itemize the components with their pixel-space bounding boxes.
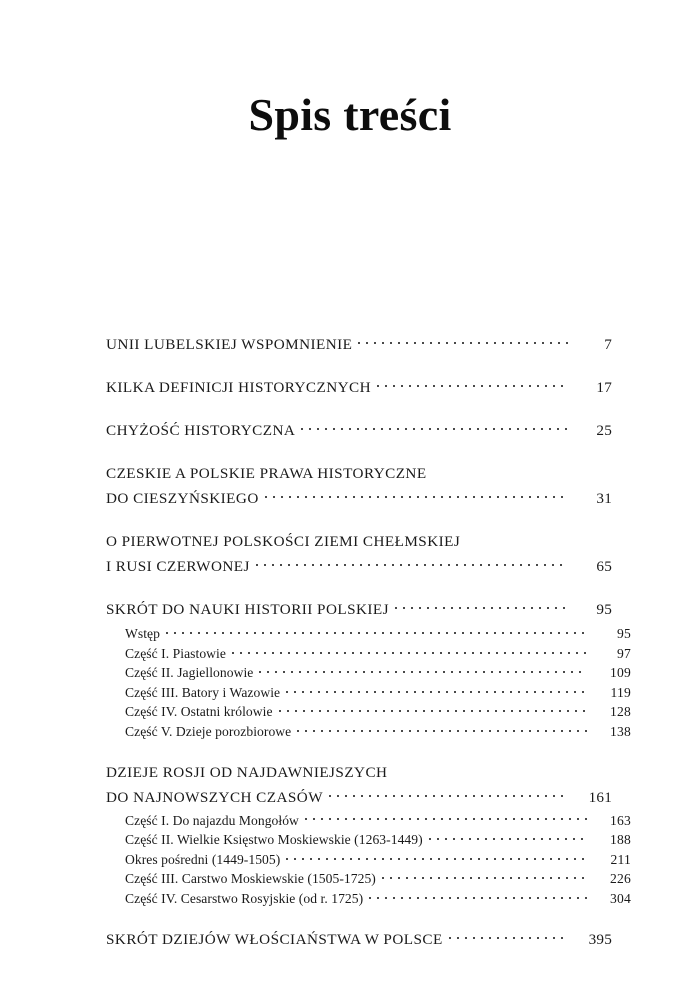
toc-entry-line (106, 461, 612, 486)
dot-leader (256, 556, 568, 571)
toc-subentry[interactable] (106, 811, 631, 831)
toc-subentry-label: Część III. Carstwo Moskiewskie (1505-1725) (125, 871, 376, 887)
toc-entry-line (106, 332, 612, 357)
toc-subentry-page: 128 (610, 704, 631, 720)
dot-leader (377, 377, 568, 392)
toc-entry[interactable] (106, 461, 612, 511)
dot-leader (297, 722, 587, 736)
toc-subentry-label: Wstęp (125, 626, 160, 641)
toc-subentry-label: Część V. Dzieje porozbiorowe (125, 723, 292, 739)
toc-subentry-label: Część I. Piastowie (125, 645, 226, 661)
dot-leader (329, 786, 568, 801)
toc-entry-label: DO CIESZYŃSKIEGO (106, 490, 259, 507)
toc-entry-label: DZIEJE ROSJI OD NAJDAWNIEJSZYCH (106, 763, 388, 781)
toc-entry-page: 161 (588, 788, 612, 806)
dot-leader (449, 928, 568, 943)
toc-entry-label: DO NAJNOWSZYCH CZASÓW (106, 788, 324, 806)
toc-entry-line (106, 597, 612, 622)
toc-entry-page: 65 (596, 558, 612, 575)
toc-entry-page: 25 (596, 422, 612, 439)
toc-entry[interactable] (106, 927, 612, 952)
toc-entry-line (106, 760, 612, 785)
toc-subentry-label: Okres pośredni (1449-1505) (125, 851, 281, 867)
toc-subentry-page: 109 (610, 665, 631, 681)
toc-entry-label: SKRÓT DO NAUKI HISTORII POLSKIEJ (106, 601, 390, 618)
toc-entry[interactable] (106, 332, 612, 357)
dot-leader (369, 889, 587, 903)
dot-leader (358, 334, 568, 349)
toc-subentry-group (106, 624, 631, 742)
toc-entry[interactable] (106, 418, 612, 443)
toc-subentry-label: Część II. Wielkie Księstwo Moskiewskie (1263-1449) (125, 832, 423, 848)
toc-entry-page: 95 (596, 601, 612, 618)
dot-leader (232, 644, 587, 658)
dot-leader (305, 811, 587, 825)
toc-entry-label: KILKA DEFINICJI HISTORYCZNYCH (106, 379, 372, 396)
toc-subentry[interactable] (106, 722, 631, 742)
toc-entry-line (106, 927, 612, 952)
toc-entry-line (106, 785, 612, 810)
toc-subentry-label: Część III. Batory i Wazowie (125, 684, 281, 700)
toc-entry-page: 31 (596, 490, 612, 507)
toc-subentry-label: Część IV. Ostatni królowie (125, 704, 273, 720)
toc-subentry-page: 211 (610, 851, 631, 867)
dot-leader (279, 703, 587, 717)
dot-leader (259, 664, 587, 678)
toc-subentry-group (106, 811, 631, 909)
toc-entry-line (106, 554, 612, 579)
toc-entry-page: 17 (596, 379, 612, 396)
toc-subentry-label: Część I. Do najazdu Mongołów (125, 812, 299, 828)
toc-subentry[interactable] (106, 889, 631, 909)
dot-leader (286, 850, 587, 864)
toc-entry-page: 7 (604, 336, 612, 353)
dot-leader (265, 488, 568, 503)
toc-subentry-page: 97 (617, 645, 631, 661)
toc-entry-line (106, 375, 612, 400)
toc-entry-label: CHYŻOŚĆ HISTORYCZNA (106, 422, 296, 439)
page-title: Spis treści (248, 89, 452, 140)
toc-subentry[interactable] (106, 869, 631, 889)
toc-entry[interactable] (106, 760, 612, 810)
toc-subentry-page: 188 (610, 832, 631, 848)
toc-subentry-page: 95 (617, 626, 631, 641)
toc-subentry[interactable] (106, 663, 631, 683)
dot-leader (166, 624, 587, 638)
toc-subentry[interactable] (106, 644, 631, 664)
toc-subentry-page: 304 (610, 890, 631, 906)
table-of-contents (106, 332, 631, 970)
toc-subentry[interactable] (106, 683, 631, 703)
toc-entry-line (106, 418, 612, 443)
dot-leader (382, 870, 587, 884)
toc-subentry-label: Część II. Jagiellonowie (125, 665, 254, 681)
toc-entry-label: UNII LUBELSKIEJ WSPOMNIENIE (106, 336, 353, 353)
toc-entry[interactable] (106, 597, 612, 622)
toc-entry-page: 395 (588, 930, 612, 948)
toc-subentry[interactable] (106, 830, 631, 850)
toc-entry-label: I RUSI CZERWONEJ (106, 558, 250, 575)
toc-subentry-label: Część IV. Cesarstwo Rosyjskie (od r. 1725) (125, 890, 364, 906)
toc-entry-label: CZESKIE A POLSKIE PRAWA HISTORYCZNE (106, 465, 427, 482)
toc-subentry-page: 226 (610, 871, 631, 887)
toc-subentry-page: 119 (610, 684, 631, 700)
toc-entry-line (106, 529, 612, 554)
toc-subentry-page: 163 (610, 812, 631, 828)
dot-leader (429, 831, 587, 845)
toc-entry[interactable] (106, 375, 612, 400)
dot-leader (286, 683, 587, 697)
toc-entry-label: SKRÓT DZIEJÓW WŁOŚCIAŃSTWA W POLSCE (106, 930, 443, 948)
toc-subentry[interactable] (106, 624, 631, 644)
toc-entry[interactable] (106, 529, 612, 579)
dot-leader (301, 420, 568, 435)
toc-subentry[interactable] (106, 850, 631, 870)
dot-leader (395, 599, 568, 614)
toc-subentry[interactable] (106, 702, 631, 722)
toc-entry-line (106, 486, 612, 511)
toc-subentry-page: 138 (610, 723, 631, 739)
toc-entry-label: O PIERWOTNEJ POLSKOŚCI ZIEMI CHEŁMSKIEJ (106, 533, 461, 550)
